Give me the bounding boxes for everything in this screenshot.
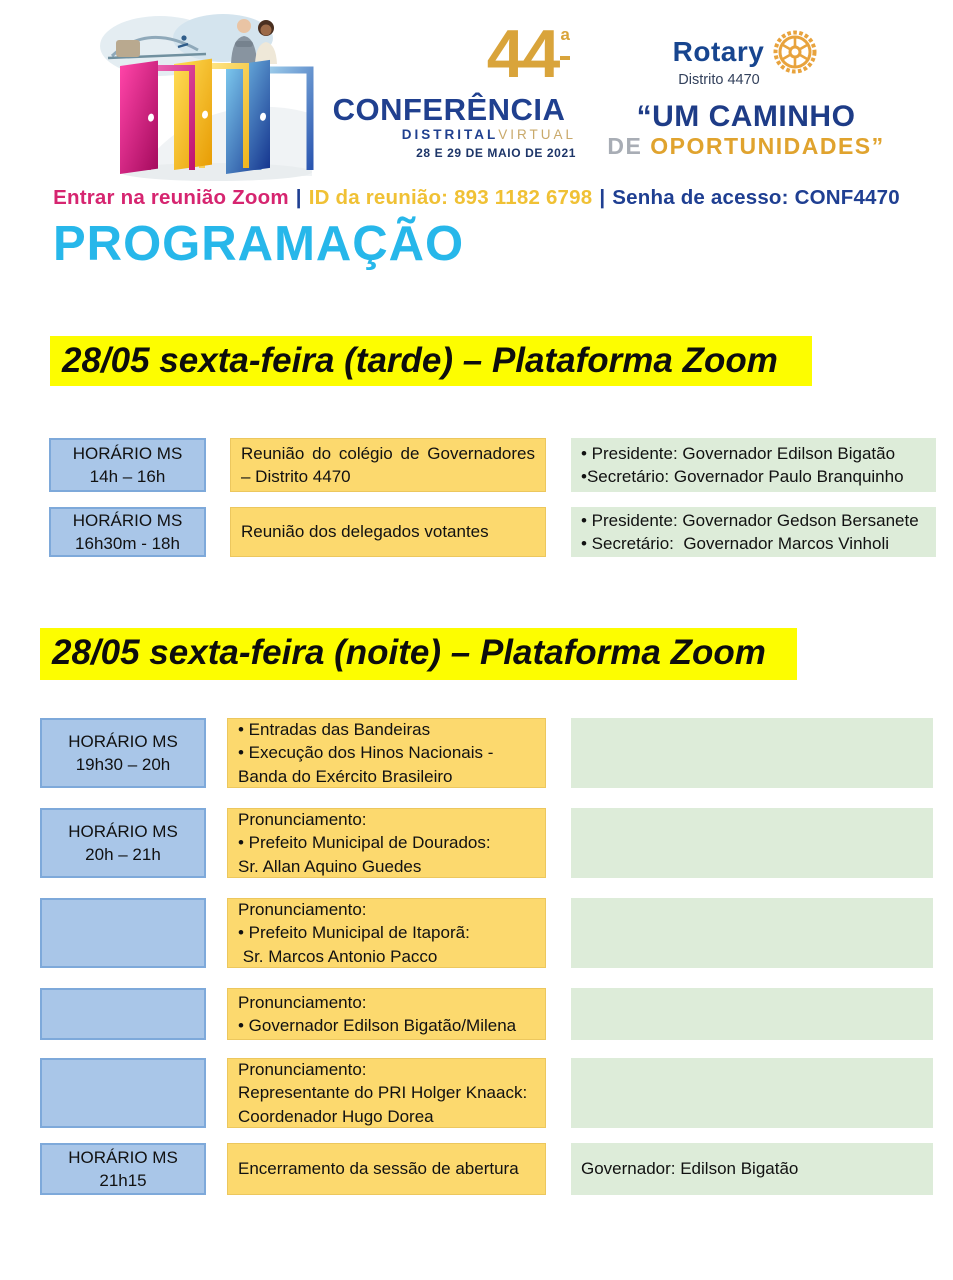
- time-line: 20h – 21h: [85, 845, 161, 864]
- activity-line: Pronunciamento:: [238, 899, 367, 919]
- activity-line: Sr. Marcos Antonio Pacco: [238, 946, 438, 966]
- activity-line: Sr. Allan Aquino Guedes: [238, 856, 422, 876]
- people-cell: [571, 438, 936, 492]
- section-heading-tarde: 28/05 sexta-feira (tarde) – Plataforma Zoom: [50, 336, 812, 386]
- activity-line: • Entradas das Bandeiras: [238, 719, 431, 739]
- activity-cell: [227, 898, 546, 968]
- people-line: • Secretário: Governador Marcos Vinholi: [581, 534, 890, 553]
- activity-cell: [230, 507, 546, 557]
- time-line: HORÁRIO MS: [68, 1147, 178, 1167]
- time-line: HORÁRIO MS: [72, 510, 183, 530]
- people-cell: [571, 808, 933, 878]
- time-line: HORÁRIO MS: [72, 443, 183, 463]
- activity-cell: [227, 1058, 546, 1128]
- people-cell: [571, 1058, 933, 1128]
- page-title: PROGRAMAÇÃO: [53, 217, 465, 271]
- time-cell: [40, 1143, 206, 1195]
- theme-line1: “UM CAMINHO: [636, 100, 856, 133]
- rotary-district: Distrito 4470: [678, 72, 760, 88]
- separator: |: [599, 186, 606, 209]
- conference-dates: 28 E 29 DE MAIO DE 2021: [416, 146, 576, 160]
- activity-cell: [227, 1143, 546, 1195]
- table-row: [0, 718, 953, 788]
- table-row: [0, 988, 953, 1040]
- zoom-join-link[interactable]: Entrar na reunião Zoom: [53, 186, 289, 209]
- table-row: [0, 507, 953, 557]
- activity-line: Coordenador Hugo Dorea: [238, 1106, 434, 1126]
- section-heading-noite: 28/05 sexta-feira (noite) – Plataforma Zoom: [40, 628, 797, 680]
- rotary-logo-block: [596, 28, 896, 160]
- people-cell: [571, 1143, 933, 1195]
- table-row: [0, 898, 953, 968]
- people-line: Governador: Edilson Bigatão: [581, 1159, 799, 1179]
- activity-line: • Execução dos Hinos Nacionais - Banda do Exército Brasileiro: [238, 743, 499, 786]
- time-cell: [49, 438, 206, 492]
- time-line: HORÁRIO MS: [68, 731, 178, 751]
- people-cell: [571, 988, 933, 1040]
- activity-line: Reunião do colégio de Governadores – Distrito 4470: [241, 443, 540, 486]
- people-line: • Presidente: Governador Edilson Bigatão: [581, 443, 896, 463]
- activity-line: Reunião dos delegados votantes: [241, 522, 489, 542]
- activity-line: Pronunciamento:: [238, 1059, 367, 1079]
- time-cell: [40, 1058, 206, 1128]
- conference-logo: [318, 16, 580, 166]
- table-row: [0, 438, 953, 492]
- people-cell: [571, 898, 933, 968]
- theme-slogan: [596, 101, 896, 160]
- activity-line: • Prefeito Municipal de Dourados:: [238, 833, 491, 853]
- table-row: [0, 1143, 953, 1195]
- edition-number: $44^ª$: [486, 16, 570, 92]
- theme-line2: DE OPORTUNIDADES”: [607, 132, 885, 159]
- time-line: 19h30 – 20h: [75, 755, 171, 774]
- activity-cell: [227, 988, 546, 1040]
- meeting-info-bar: [0, 186, 953, 210]
- time-cell: [40, 898, 206, 968]
- activity-line: Pronunciamento:: [238, 992, 367, 1012]
- activity-cell: [230, 438, 546, 492]
- table-row: [0, 1058, 953, 1128]
- people-line: •Secretário: Governador Paulo Branquinho: [581, 467, 904, 486]
- conference-subtitle: DISTRITALVIRTUAL: [401, 127, 576, 142]
- people-cell: [571, 718, 933, 788]
- activity-line: • Governador Edilson Bigatão/Milena: [238, 1016, 517, 1035]
- meeting-password: Senha de acesso: CONF4470: [612, 186, 900, 209]
- time-line: 21h15: [99, 1171, 147, 1190]
- people-cell: [571, 507, 936, 557]
- time-line: 16h30m - 18h: [75, 534, 180, 553]
- activity-cell: [227, 718, 546, 788]
- activity-line: Encerramento da sessão de abertura: [238, 1159, 519, 1179]
- time-line: 14h – 16h: [89, 467, 166, 486]
- conference-title: CONFERÊNCIA: [332, 92, 566, 127]
- time-cell: [40, 808, 206, 878]
- rotary-brand: Rotary: [672, 36, 765, 67]
- meeting-id: ID da reunião: 893 1182 6798: [308, 186, 593, 209]
- rotary-wheel-icon: [771, 28, 819, 76]
- time-cell: [40, 718, 206, 788]
- activity-line: Representante do PRI Holger Knaack:: [238, 1083, 528, 1103]
- table-row: [0, 808, 953, 878]
- activity-line: Pronunciamento:: [238, 809, 367, 829]
- activity-cell: [227, 808, 546, 878]
- edition-ordinal: ª: [560, 25, 570, 60]
- time-cell: [49, 507, 206, 557]
- activity-line: • Prefeito Municipal de Itaporã:: [238, 923, 470, 943]
- doors-illustration: [98, 12, 323, 184]
- time-line: HORÁRIO MS: [68, 821, 178, 841]
- separator: |: [295, 186, 302, 209]
- time-cell: [40, 988, 206, 1040]
- people-line: • Presidente: Governador Gedson Bersanete: [581, 510, 919, 530]
